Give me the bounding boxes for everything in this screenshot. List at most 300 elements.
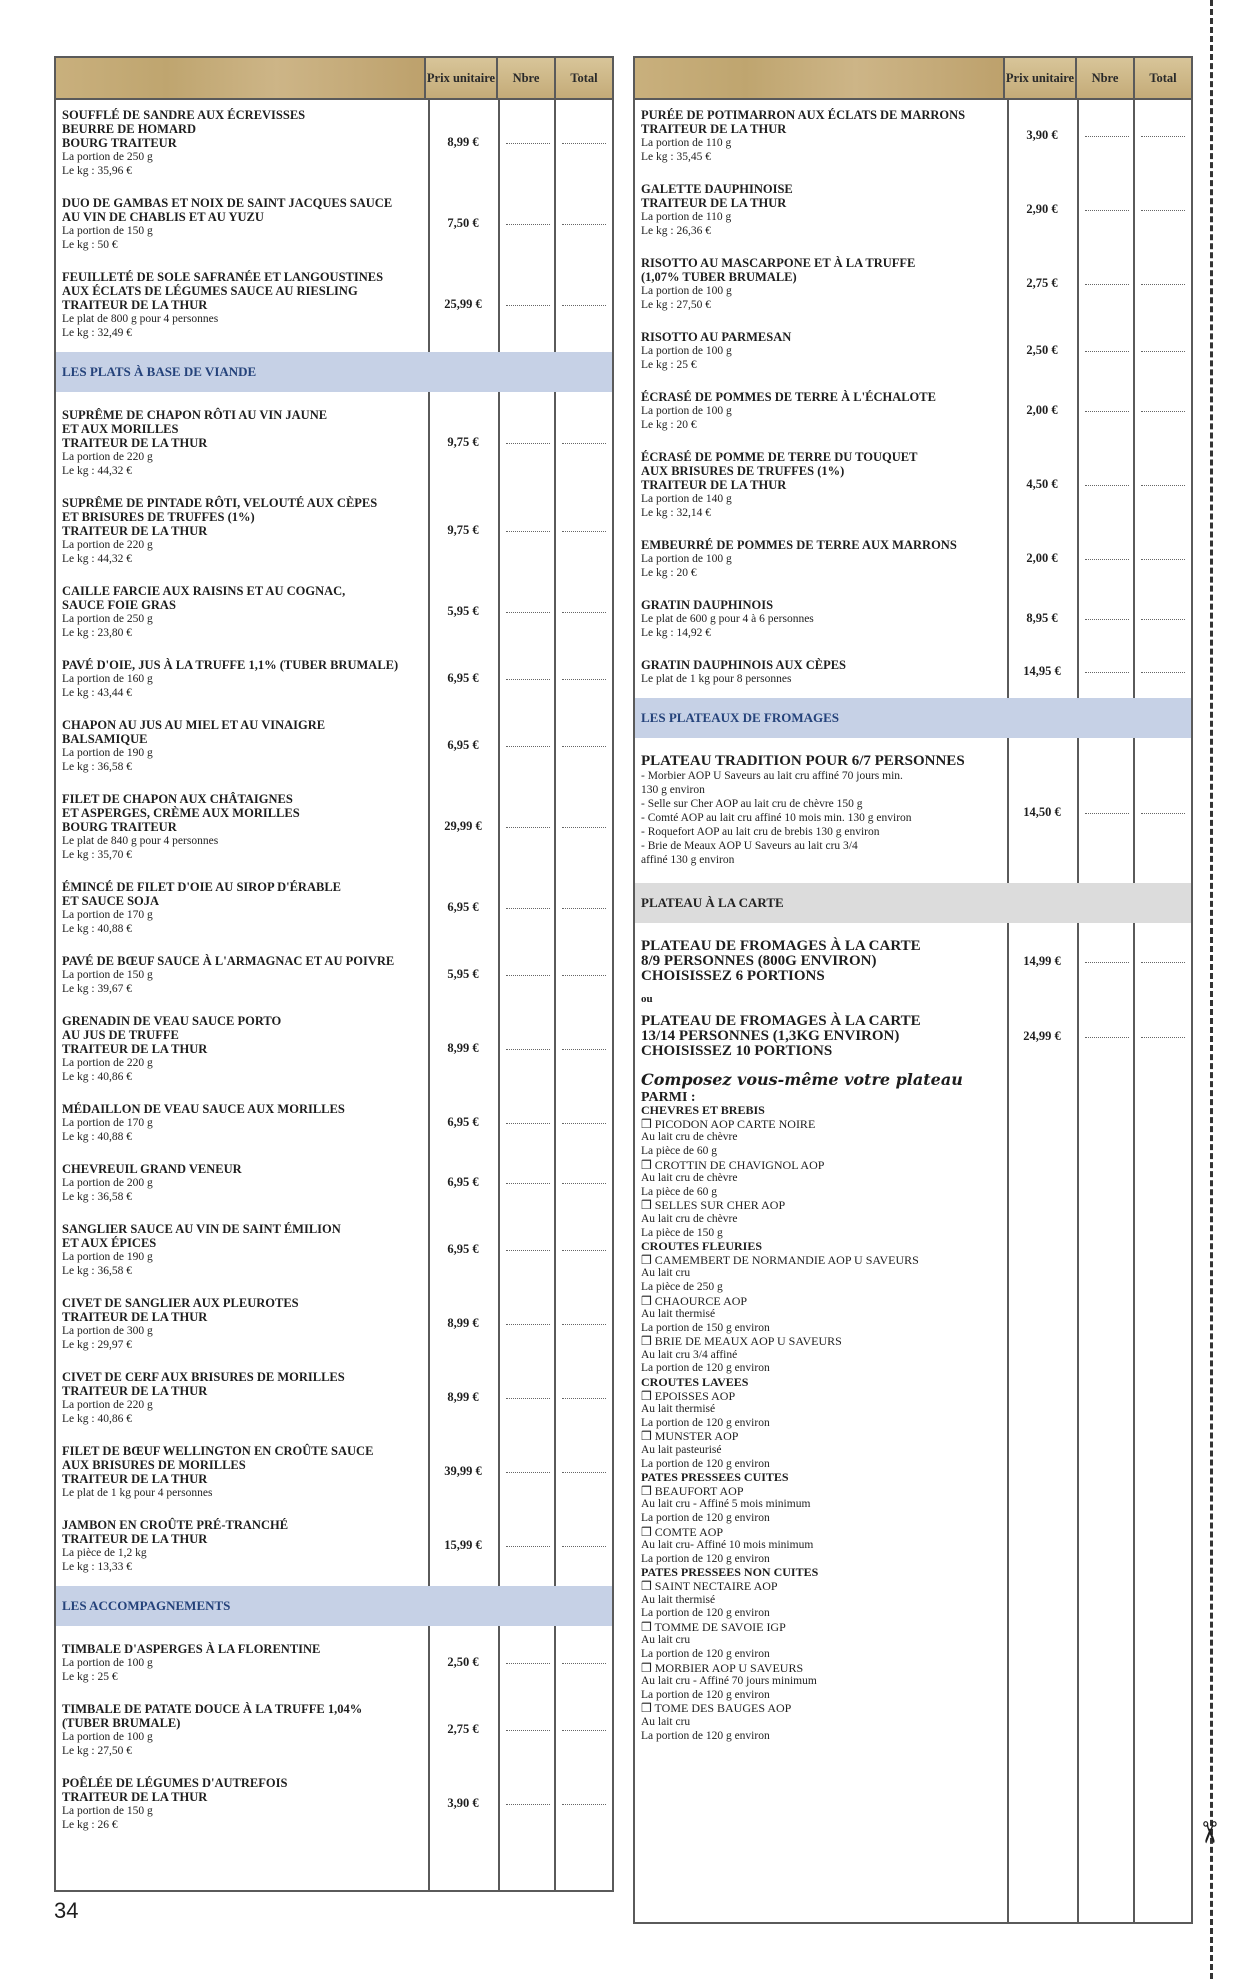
item-price: 8,99 € [447, 135, 479, 149]
item-name: PAVÉ D'OIE, JUS À LA TRUFFE 1,1% (TUBER BRUMALE) [62, 658, 399, 672]
cheese-category: PATES PRESSEES CUITES [641, 1470, 789, 1485]
item-name: SOUFFLÉ DE SANDRE AUX ÉCREVISSES BEURRE DE HOMARD BOURG TRAITEUR [62, 108, 306, 150]
item-price: 4,50 € [1026, 477, 1058, 491]
quantity-field[interactable] [1085, 962, 1129, 963]
menu-item-row [56, 196, 612, 252]
cheese-detail: Au lait cru 3/4 affiné [641, 1348, 738, 1361]
quantity-field[interactable] [1085, 284, 1129, 285]
menu-item-row [56, 792, 612, 862]
table-header [635, 58, 1191, 100]
item-name: POÊLÉE DE LÉGUMES D'AUTREFOIS TRAITEUR DE LA THUR [62, 1776, 288, 1804]
item-price: 6,95 € [447, 1175, 479, 1189]
item-text [641, 256, 1001, 312]
cheese-detail: Au lait cru de chèvre [641, 1172, 738, 1185]
item-text [62, 1162, 422, 1204]
item-price: 9,75 € [447, 435, 479, 449]
cheese-detail: La portion de 150 g environ [641, 1321, 770, 1334]
item-name: MÉDAILLON DE VEAU SAUCE AUX MORILLES [62, 1102, 345, 1116]
item-details: La portion de 110 g Le kg : 26,36 € [641, 211, 732, 237]
plateau-carte-row [635, 1014, 1191, 1059]
item-text [641, 1014, 1001, 1059]
cheese-option[interactable]: ❒ TOMME DE SAVOIE IGP [641, 1619, 786, 1634]
item-details: Le plat de 1 kg pour 8 personnes [641, 673, 792, 685]
item-text [62, 496, 422, 566]
item-details: La portion de 190 g Le kg : 36,58 € [62, 1251, 153, 1277]
item-name: GRENADIN DE VEAU SAUCE PORTO AU JUS DE TRUFFE TRAITEUR DE LA THUR [62, 1014, 282, 1056]
item-details: La portion de 100 g Le kg : 20 € [641, 553, 732, 579]
cheese-option[interactable]: ❒ BEAUFORT AOP [641, 1483, 744, 1498]
item-name: ÉMINCÉ DE FILET D'OIE AU SIROP D'ÉRABLE ET SAUCE SOJA [62, 880, 341, 908]
item-price: 5,95 € [447, 604, 479, 618]
item-price: 2,50 € [447, 1655, 479, 1669]
menu-item-row [56, 658, 612, 700]
quantity-field[interactable] [506, 827, 550, 828]
item-name: TIMBALE D'ASPERGES À LA FLORENTINE [62, 1642, 321, 1656]
item-name: CHAPON AU JUS AU MIEL ET AU VINAIGRE BALSAMIQUE [62, 718, 326, 746]
quantity-field[interactable] [506, 1804, 550, 1805]
plateau-row [635, 754, 1191, 871]
cheese-option[interactable]: ❒ MORBIER AOP U SAVEURS [641, 1660, 804, 1675]
cheese-detail: La portion de 120 g environ [641, 1729, 770, 1742]
item-price: 6,95 € [447, 900, 479, 914]
cheese-detail: La portion de 120 g environ [641, 1512, 770, 1524]
cheese-detail: Au lait cru [641, 1267, 691, 1280]
quantity-field[interactable] [1085, 485, 1129, 486]
quantity-field[interactable] [1085, 1037, 1129, 1038]
total-field[interactable] [562, 1398, 606, 1399]
cheese-option[interactable]: ❒ EPOISSES AOP [641, 1388, 736, 1403]
total-field[interactable] [1141, 1037, 1185, 1038]
cheese-detail: Au lait thermisé [641, 1403, 716, 1416]
header-total: Total [1133, 58, 1191, 98]
item-text [62, 1702, 422, 1758]
item-text [62, 880, 422, 936]
quantity-field[interactable] [506, 305, 550, 306]
item-details: La portion de 140 g Le kg : 32,14 € [641, 493, 732, 519]
section-title: PLATEAU À LA CARTE [641, 895, 784, 910]
item-name: SUPRÊME DE CHAPON RÔTI AU VIN JAUNE ET AUX MORILLES TRAITEUR DE LA THUR [62, 408, 328, 450]
menu-item-row [635, 108, 1191, 164]
item-details: La portion de 220 g Le kg : 40,86 € [62, 1057, 153, 1083]
item-name: SUPRÊME DE PINTADE RÔTI, VELOUTÉ AUX CÈPES ET BRISURES DE TRUFFES (1%) TRAITEUR DE LA THUR [62, 496, 378, 538]
item-price: 14,99 € [1023, 954, 1061, 968]
total-field[interactable] [562, 1546, 606, 1547]
table-header [56, 58, 612, 100]
total-field[interactable] [1141, 210, 1185, 211]
item-text [641, 754, 1001, 867]
total-field[interactable] [562, 975, 606, 976]
item-name: CIVET DE SANGLIER AUX PLEUROTES TRAITEUR DE LA THUR [62, 1296, 299, 1324]
total-field[interactable] [562, 1049, 606, 1050]
cheese-detail: La portion de 120 g environ [641, 1362, 770, 1375]
total-field[interactable] [1141, 284, 1185, 285]
item-price: 9,75 € [447, 523, 479, 537]
item-text [641, 182, 1001, 238]
item-details: La portion de 100 g Le kg : 20 € [641, 405, 732, 431]
total-field[interactable] [562, 143, 606, 144]
compose-parmi: PARMI : [641, 1089, 696, 1105]
total-field[interactable] [562, 531, 606, 532]
item-details: La portion de 220 g Le kg : 40,86 € [62, 1399, 153, 1425]
item-price: 15,99 € [444, 1538, 482, 1552]
quantity-field[interactable] [506, 531, 550, 532]
menu-item-row [56, 1642, 612, 1684]
quantity-field[interactable] [506, 746, 550, 747]
cheese-detail: La portion de 120 g environ [641, 1607, 770, 1620]
item-details: La portion de 150 g Le kg : 50 € [62, 225, 153, 251]
item-details: - Morbier AOP U Saveurs au lait cru affiné 70 jours min. 130 g environ - Selle sur Cher AOP au lait cru de chèvre 150 g - Comté AOP au lait cru affiné 10 mois min. 130 g environ - Roquefort AOP au lait cru de brebis 130 g environ - Brie de Meaux AOP U Saveurs au lait cru 3/4 affiné 130 g environ [641, 770, 912, 866]
cheese-detail: La portion de 120 g environ [641, 1688, 770, 1701]
item-text [62, 1222, 422, 1278]
menu-item-row [56, 1444, 612, 1500]
item-price: 3,90 € [447, 1796, 479, 1810]
total-field[interactable] [562, 305, 606, 306]
menu-item-row [635, 598, 1191, 640]
item-details: Le plat de 840 g pour 4 personnes Le kg : 35,70 € [62, 835, 219, 861]
item-text [62, 718, 422, 774]
item-details: La portion de 100 g Le kg : 25 € [641, 345, 732, 371]
menu-item-row [635, 256, 1191, 312]
item-price: 8,99 € [447, 1316, 479, 1330]
page-number: 34 [54, 1898, 79, 1923]
header-total: Total [554, 58, 612, 98]
item-price: 8,99 € [447, 1390, 479, 1404]
menu-item-row [56, 1702, 612, 1758]
item-price: 6,95 € [447, 1115, 479, 1129]
item-text [641, 538, 1001, 580]
item-name: EMBEURRÉ DE POMMES DE TERRE AUX MARRONS [641, 538, 957, 552]
menu-item-row [56, 1296, 612, 1352]
section-header [56, 352, 612, 392]
cheese-detail: Au lait cru- Affiné 10 mois minimum [641, 1539, 814, 1552]
or-separator [635, 992, 1191, 1004]
item-price: 14,95 € [1023, 664, 1061, 678]
scissors-icon: ✂ [1192, 1819, 1226, 1846]
cheese-detail: Au lait cru - Affiné 5 mois minimum [641, 1498, 811, 1511]
item-text [641, 390, 1001, 432]
total-field[interactable] [1141, 619, 1185, 620]
cheese-detail: La pièce de 150 g [641, 1226, 723, 1239]
item-details: La portion de 250 g Le kg : 23,80 € [62, 613, 153, 639]
menu-item-row [56, 270, 612, 340]
item-text [62, 1370, 422, 1426]
item-details: La pièce de 1,2 kg Le kg : 13,33 € [62, 1547, 147, 1573]
total-field[interactable] [562, 1730, 606, 1731]
menu-item-row [56, 1370, 612, 1426]
section-title: LES PLATEAUX DE FROMAGES [641, 710, 840, 725]
quantity-field[interactable] [506, 1183, 550, 1184]
item-name: CIVET DE CERF AUX BRISURES DE MORILLES TRAITEUR DE LA THUR [62, 1370, 345, 1398]
total-field[interactable] [1141, 351, 1185, 352]
quantity-field[interactable] [506, 1730, 550, 1731]
item-name: TIMBALE DE PATATE DOUCE À LA TRUFFE 1,04% (TUBER BRUMALE) [62, 1702, 363, 1730]
item-price: 8,99 € [447, 1041, 479, 1055]
section-header [635, 698, 1191, 738]
item-price: 29,99 € [444, 819, 482, 833]
total-field[interactable] [1141, 672, 1185, 673]
item-price: 14,50 € [1023, 805, 1061, 819]
cheese-detail: Au lait cru [641, 1634, 691, 1647]
item-details: La portion de 100 g Le kg : 25 € [62, 1657, 153, 1683]
quantity-field[interactable] [1085, 813, 1129, 814]
total-field[interactable] [562, 679, 606, 680]
item-text [62, 1014, 422, 1084]
item-text [62, 954, 422, 996]
quantity-field[interactable] [506, 1324, 550, 1325]
order-table-right [633, 56, 1193, 1924]
quantity-field[interactable] [1085, 351, 1129, 352]
quantity-field[interactable] [506, 1123, 550, 1124]
cheese-detail: Au lait pasteurisé [641, 1444, 722, 1457]
compose-title: Composez vous-même votre plateau [641, 1070, 963, 1089]
header-count: Nbre [496, 58, 554, 98]
menu-item-row [635, 182, 1191, 238]
item-price: 7,50 € [447, 216, 479, 230]
item-name: SANGLIER SAUCE AU VIN DE SAINT ÉMILION ET AUX ÉPICES [62, 1222, 341, 1250]
cheese-detail: Au lait cru - Affiné 70 jours minimum [641, 1675, 817, 1688]
item-text [62, 1296, 422, 1352]
total-field[interactable] [562, 1324, 606, 1325]
item-price: 6,95 € [447, 1242, 479, 1256]
quantity-field[interactable] [506, 1663, 550, 1664]
total-field[interactable] [562, 443, 606, 444]
cheese-detail: La portion de 120 g environ [641, 1457, 770, 1470]
item-name: FEUILLETÉ DE SOLE SAFRANÉE ET LANGOUSTINES AUX ÉCLATS DE LÉGUMES SAUCE AU RIESLING TRAITEUR DE LA THUR [62, 270, 384, 312]
cheese-detail: La pièce de 60 g [641, 1144, 717, 1157]
total-field[interactable] [562, 1663, 606, 1664]
total-field[interactable] [562, 612, 606, 613]
total-field[interactable] [1141, 411, 1185, 412]
total-field[interactable] [562, 827, 606, 828]
menu-item-row [56, 1162, 612, 1204]
cheese-category: CROUTES FLEURIES [641, 1239, 763, 1254]
item-text [641, 330, 1001, 372]
quantity-field[interactable] [506, 143, 550, 144]
item-text [62, 270, 422, 340]
item-text [62, 108, 422, 178]
item-details: La portion de 160 g Le kg : 43,44 € [62, 673, 153, 699]
quantity-field[interactable] [506, 679, 550, 680]
item-price: 2,90 € [1026, 202, 1058, 216]
item-details: La portion de 220 g Le kg : 44,32 € [62, 539, 153, 565]
cheese-detail: La pièce de 250 g [641, 1280, 723, 1293]
cheese-detail: La portion de 120 g environ [641, 1416, 770, 1429]
total-field[interactable] [562, 1804, 606, 1805]
cheese-detail: Au lait thermisé [641, 1593, 716, 1606]
total-field[interactable] [1141, 559, 1185, 560]
quantity-field[interactable] [506, 1049, 550, 1050]
cheese-option[interactable]: ❒ MUNSTER AOP [641, 1429, 739, 1444]
quantity-field[interactable] [506, 1250, 550, 1251]
item-name: CHEVREUIL GRAND VENEUR [62, 1162, 242, 1176]
item-text [62, 1444, 422, 1500]
item-text [641, 658, 1001, 686]
menu-item-row [635, 450, 1191, 520]
cheese-detail: La portion de 120 g environ [641, 1647, 770, 1660]
item-text [62, 1642, 422, 1684]
cheese-option[interactable]: ❒ SELLES SUR CHER AOP [641, 1198, 786, 1213]
item-price: 5,95 € [447, 967, 479, 981]
section-title: LES ACCOMPAGNEMENTS [62, 1598, 231, 1613]
total-field[interactable] [562, 1123, 606, 1124]
cheese-detail: Au lait cru de chèvre [641, 1212, 738, 1225]
item-name: JAMBON EN CROÛTE PRÉ-TRANCHÉ TRAITEUR DE LA THUR [62, 1518, 289, 1546]
total-field[interactable] [1141, 136, 1185, 137]
quantity-field[interactable] [1085, 411, 1129, 412]
quantity-field[interactable] [506, 975, 550, 976]
item-name: RISOTTO AU PARMESAN [641, 330, 792, 344]
item-text [641, 598, 1001, 640]
quantity-field[interactable] [1085, 559, 1129, 560]
item-name: PURÉE DE POTIMARRON AUX ÉCLATS DE MARRONS TRAITEUR DE LA THUR [641, 108, 966, 136]
item-text [62, 1518, 422, 1574]
total-field[interactable] [1141, 962, 1185, 963]
item-text [62, 584, 422, 640]
item-details: La portion de 170 g Le kg : 40,88 € [62, 1117, 153, 1143]
item-name: ÉCRASÉ DE POMME DE TERRE DU TOUQUET AUX BRISURES DE TRUFFES (1%) TRAITEUR DE LA THUR [641, 450, 918, 492]
item-price: 39,99 € [444, 1464, 482, 1478]
cut-line [1210, 0, 1213, 1979]
item-name: PAVÉ DE BŒUF SAUCE À L'ARMAGNAC ET AU POIVRE [62, 954, 395, 968]
quantity-field[interactable] [506, 1472, 550, 1473]
total-field[interactable] [562, 224, 606, 225]
item-text [62, 196, 422, 252]
total-field[interactable] [1141, 485, 1185, 486]
cheese-option[interactable]: ❒ CAMEMBERT DE NORMANDIE AOP U SAVEURS [641, 1252, 919, 1267]
item-price: 2,75 € [1026, 276, 1058, 290]
cheese-option[interactable]: ❒ BRIE DE MEAUX AOP U SAVEURS [641, 1334, 842, 1349]
total-field[interactable] [562, 1183, 606, 1184]
cheese-category: PATES PRESSEES NON CUITES [641, 1565, 819, 1580]
menu-item-row [56, 584, 612, 640]
item-text [62, 1102, 422, 1144]
quantity-field[interactable] [1085, 210, 1129, 211]
menu-item-row [56, 408, 612, 478]
menu-item-row [56, 1776, 612, 1832]
quantity-field[interactable] [506, 224, 550, 225]
item-details: La portion de 250 g Le kg : 35,96 € [62, 151, 153, 177]
cheese-detail: Au lait cru de chèvre [641, 1131, 738, 1144]
cheese-option[interactable]: ❒ CROTTIN DE CHAVIGNOL AOP [641, 1157, 825, 1172]
menu-item-row [56, 496, 612, 566]
item-text [641, 939, 1001, 984]
item-price: 2,50 € [1026, 343, 1058, 357]
item-name: PLATEAU DE FROMAGES À LA CARTE 8/9 PERSONNES (800G ENVIRON) CHOISISSEZ 6 PORTIONS [641, 938, 921, 984]
menu-item-row [56, 1102, 612, 1144]
total-field[interactable] [562, 1250, 606, 1251]
cheese-option[interactable]: ❒ TOME DES BAUGES AOP [641, 1701, 792, 1716]
item-details: La portion de 190 g Le kg : 36,58 € [62, 747, 153, 773]
item-price: 6,95 € [447, 671, 479, 685]
or-label: ou [641, 993, 653, 1005]
item-price: 3,90 € [1026, 128, 1058, 142]
menu-item-row [56, 880, 612, 936]
item-name: DUO DE GAMBAS ET NOIX DE SAINT JACQUES SAUCE AU VIN DE CHABLIS ET AU YUZU [62, 196, 393, 224]
item-text [62, 1776, 422, 1832]
section-header [635, 883, 1191, 923]
cheese-option[interactable]: ❒ COMTE AOP [641, 1524, 724, 1539]
menu-item-row [635, 390, 1191, 432]
item-text [62, 408, 422, 478]
menu-item-row [56, 718, 612, 774]
menu-item-row [56, 1518, 612, 1574]
total-field[interactable] [562, 908, 606, 909]
order-table-left [54, 56, 614, 1892]
total-field[interactable] [1141, 813, 1185, 814]
item-price: 25,99 € [444, 297, 482, 311]
quantity-field[interactable] [506, 612, 550, 613]
item-name: ÉCRASÉ DE POMMES DE TERRE À L'ÉCHALOTE [641, 390, 936, 404]
item-name: PLATEAU TRADITION POUR 6/7 PERSONNES [641, 753, 965, 769]
item-price: 6,95 € [447, 738, 479, 752]
item-details: La portion de 150 g Le kg : 39,67 € [62, 969, 153, 995]
item-text [62, 658, 422, 700]
menu-item-row [635, 330, 1191, 372]
quantity-field[interactable] [506, 908, 550, 909]
cheese-option[interactable]: ❒ CHAOURCE AOP [641, 1293, 748, 1308]
item-details: La portion de 170 g Le kg : 40,88 € [62, 909, 153, 935]
header-price: Prix unitaire [1003, 58, 1075, 98]
item-name: RISOTTO AU MASCARPONE ET À LA TRUFFE (1,07% TUBER BRUMALE) [641, 256, 916, 284]
item-details: La portion de 100 g Le kg : 27,50 € [641, 285, 732, 311]
item-details: Le plat de 800 g pour 4 personnes Le kg : 32,49 € [62, 313, 219, 339]
header-price: Prix unitaire [424, 58, 496, 98]
cheese-option[interactable]: ❒ PICODON AOP CARTE NOIRE [641, 1116, 816, 1131]
item-price: 2,00 € [1026, 403, 1058, 417]
quantity-field[interactable] [506, 1398, 550, 1399]
item-name: GRATIN DAUPHINOIS [641, 598, 774, 612]
item-price: 8,95 € [1026, 611, 1058, 625]
item-name: GRATIN DAUPHINOIS AUX CÈPES [641, 658, 847, 672]
item-details: La portion de 100 g Le kg : 27,50 € [62, 1731, 153, 1757]
item-text [641, 450, 1001, 520]
cheese-detail: Au lait thermisé [641, 1308, 716, 1321]
plateau-carte-row [635, 939, 1191, 984]
cheese-category: CROUTES LAVEES [641, 1375, 749, 1390]
quantity-field[interactable] [1085, 672, 1129, 673]
item-name: CAILLE FARCIE AUX RAISINS ET AU COGNAC, SAUCE FOIE GRAS [62, 584, 346, 612]
item-price: 2,75 € [447, 1722, 479, 1736]
header-gold-band [635, 58, 1003, 98]
quantity-field[interactable] [506, 443, 550, 444]
item-name: PLATEAU DE FROMAGES À LA CARTE 13/14 PERSONNES (1,3KG ENVIRON) CHOISISSEZ 10 PORTIONS [641, 1013, 921, 1059]
quantity-field[interactable] [1085, 136, 1129, 137]
item-details: Le plat de 1 kg pour 4 personnes [62, 1487, 213, 1499]
item-details: La portion de 150 g Le kg : 26 € [62, 1805, 153, 1831]
total-field[interactable] [562, 746, 606, 747]
cheese-category: CHEVRES ET BREBIS [641, 1103, 765, 1118]
compose-plateau-list [641, 1070, 1021, 1743]
item-name: FILET DE BŒUF WELLINGTON EN CROÛTE SAUCE AUX BRISURES DE MORILLES TRAITEUR DE LA THUR [62, 1444, 374, 1486]
cheese-detail: La portion de 120 g environ [641, 1552, 770, 1565]
quantity-field[interactable] [1085, 619, 1129, 620]
item-text [641, 108, 1001, 164]
cheese-detail: Au lait cru [641, 1715, 691, 1728]
item-details: La portion de 300 g Le kg : 29,97 € [62, 1325, 153, 1351]
item-price: 24,99 € [1023, 1029, 1061, 1043]
item-details: La portion de 110 g Le kg : 35,45 € [641, 137, 732, 163]
menu-item-row [56, 954, 612, 996]
cheese-option[interactable]: ❒ SAINT NECTAIRE AOP [641, 1578, 778, 1593]
quantity-field[interactable] [506, 1546, 550, 1547]
item-price: 2,00 € [1026, 551, 1058, 565]
item-details: La portion de 220 g Le kg : 44,32 € [62, 451, 153, 477]
section-title: LES PLATS À BASE DE VIANDE [62, 364, 257, 379]
menu-item-row [56, 108, 612, 178]
menu-item-row [56, 1222, 612, 1278]
item-name: GALETTE DAUPHINOISE TRAITEUR DE LA THUR [641, 182, 793, 210]
total-field[interactable] [562, 1472, 606, 1473]
